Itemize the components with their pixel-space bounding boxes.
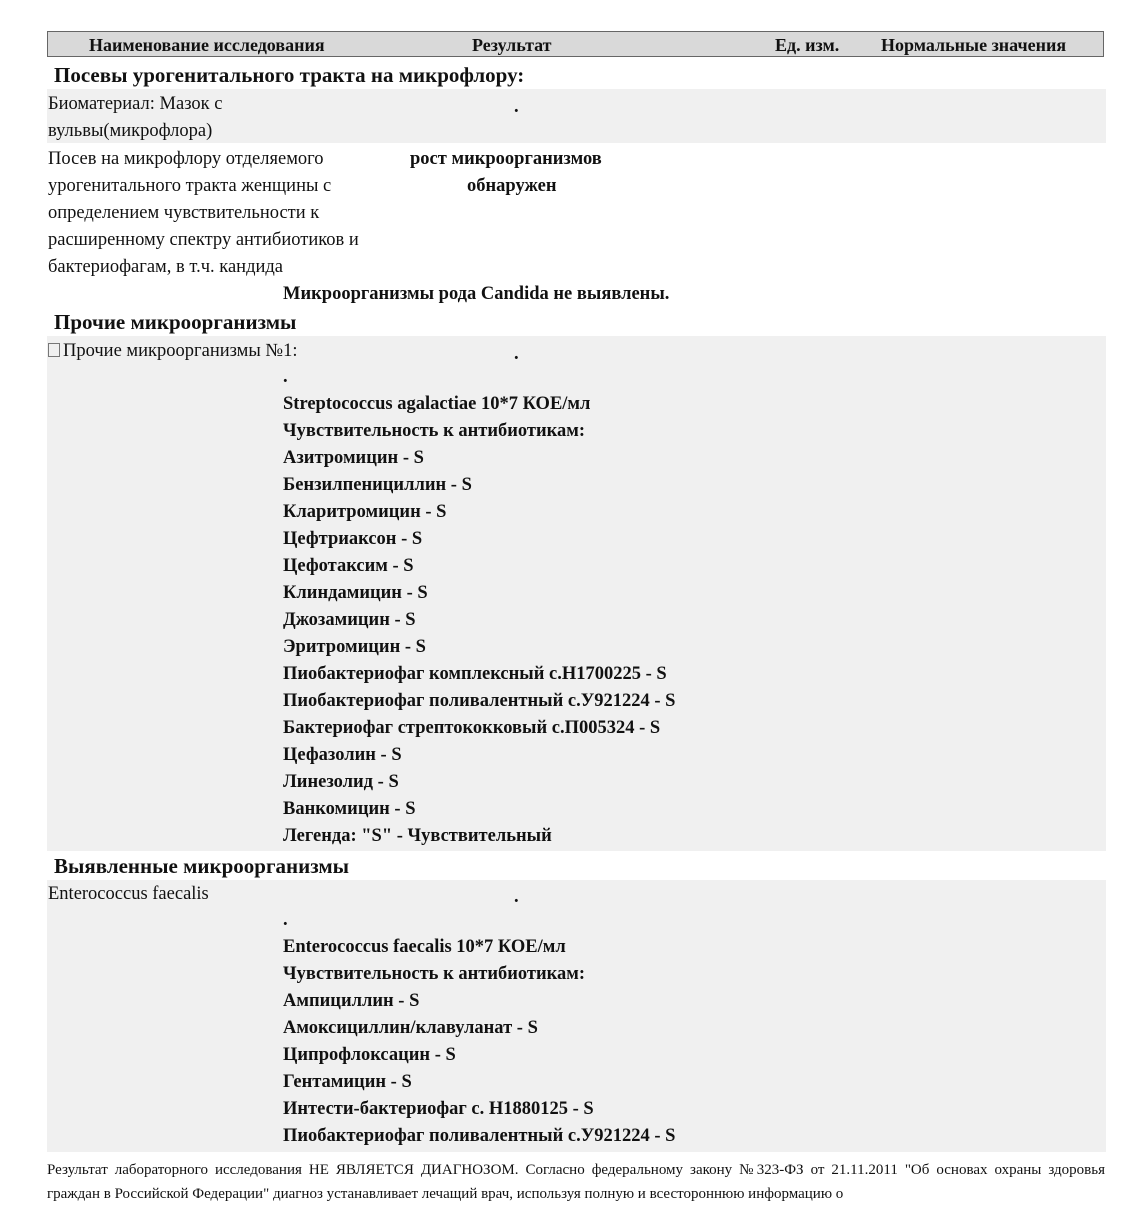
result-line: Пиобактериофаг поливалентный с.У921224 - S — [283, 691, 676, 711]
result-line: Клиндамицин - S — [283, 583, 428, 603]
result-line: Чувствительность к антибиотикам: — [283, 421, 586, 441]
result-line: Пиобактериофаг поливалентный с.У921224 - S — [283, 1126, 676, 1146]
other-microorganism-label-text: Прочие микроорганизмы №1: — [63, 341, 298, 361]
result-line: . — [283, 910, 288, 930]
other-microorganism-label — [48, 338, 297, 365]
biomaterial-result: . — [514, 97, 519, 117]
result-line: Цефотаксим - S — [283, 556, 414, 576]
result-line: Цефазолин - S — [283, 745, 402, 765]
culture-result-line2: обнаружен — [467, 176, 557, 196]
header-col-unit: Ед. изм. — [775, 35, 840, 55]
result-line: Чувствительность к антибиотикам: — [283, 964, 586, 984]
result-line: Интести-бактериофаг с. Н1880125 - S — [283, 1099, 594, 1119]
result-line: Линезолид - S — [283, 772, 399, 792]
result-line: Цефтриаксон - S — [283, 529, 423, 549]
result-line: Гентамицин - S — [283, 1072, 412, 1092]
detected-microorganism-result: . — [514, 887, 519, 907]
culture-test-line: урогенитального тракта женщины с — [48, 176, 332, 196]
section-title-detected-microorganisms: Выявленные микроорганизмы — [54, 854, 350, 878]
candida-note: Микроорганизмы рода Candida не выявлены. — [283, 284, 670, 304]
result-line: Ванкомицин - S — [283, 799, 416, 819]
other-microorganism-result: . — [514, 344, 519, 364]
header-col-result: Результат — [472, 35, 552, 55]
result-line: Бактериофаг стрептококковый с.П005324 - S — [283, 718, 661, 738]
header-col-norm: Нормальные значения — [881, 35, 1067, 55]
result-line: Джозамицин - S — [283, 610, 416, 630]
culture-test-line: определением чувствительности к — [48, 203, 320, 223]
section-title-cultures: Посевы урогенитального тракта на микрофлору: — [54, 63, 525, 87]
culture-test-line: расширенному спектру антибиотиков и — [48, 230, 359, 250]
result-line: Легенда: "S" - Чувствительный — [283, 826, 552, 846]
result-line: Амоксициллин/клавуланат - S — [283, 1018, 538, 1038]
culture-test-line: бактериофагам, в т.ч. кандида — [48, 257, 284, 277]
header-col-name: Наименование исследования — [89, 35, 325, 55]
section-title-other-microorganisms: Прочие микроорганизмы — [54, 310, 297, 334]
table-header — [47, 31, 1104, 57]
result-line: Кларитромицин - S — [283, 502, 447, 522]
culture-test-line: Посев на микрофлору отделяемого — [48, 149, 324, 169]
checkbox-icon — [48, 343, 60, 357]
biomaterial-label-line2: вульвы(микрофлора) — [48, 121, 213, 141]
result-line: . — [283, 367, 288, 387]
disclaimer-text: Результат лабораторного исследования НЕ ЯВЛЯЕТСЯ ДИАГНОЗОМ. Согласно федеральному закону №323-ФЗ от 21.11.2011 "Об основах охраны здоровья граждан в Российской Федерации" диагноз устанавливает лечащий врач, используя полную и всестороннюю информацию о — [47, 1162, 1105, 1202]
result-line: Азитромицин - S — [283, 448, 424, 468]
result-line: Ампициллин - S — [283, 991, 420, 1011]
result-line: Пиобактериофаг комплексный с.Н1700225 - S — [283, 664, 667, 684]
result-line: Эритромицин - S — [283, 637, 426, 657]
biomaterial-label-line1: Биоматериал: Мазок с — [48, 94, 223, 114]
result-line: Streptococcus agalactiae 10*7 КОЕ/мл — [283, 394, 591, 414]
result-line: Бензилпенициллин - S — [283, 475, 472, 495]
culture-result-line1: рост микроорганизмов — [410, 149, 602, 169]
result-line: Ципрофлоксацин - S — [283, 1045, 456, 1065]
result-line: Enterococcus faecalis 10*7 КОЕ/мл — [283, 937, 566, 957]
detected-microorganism-label: Enterococcus faecalis — [48, 884, 209, 904]
